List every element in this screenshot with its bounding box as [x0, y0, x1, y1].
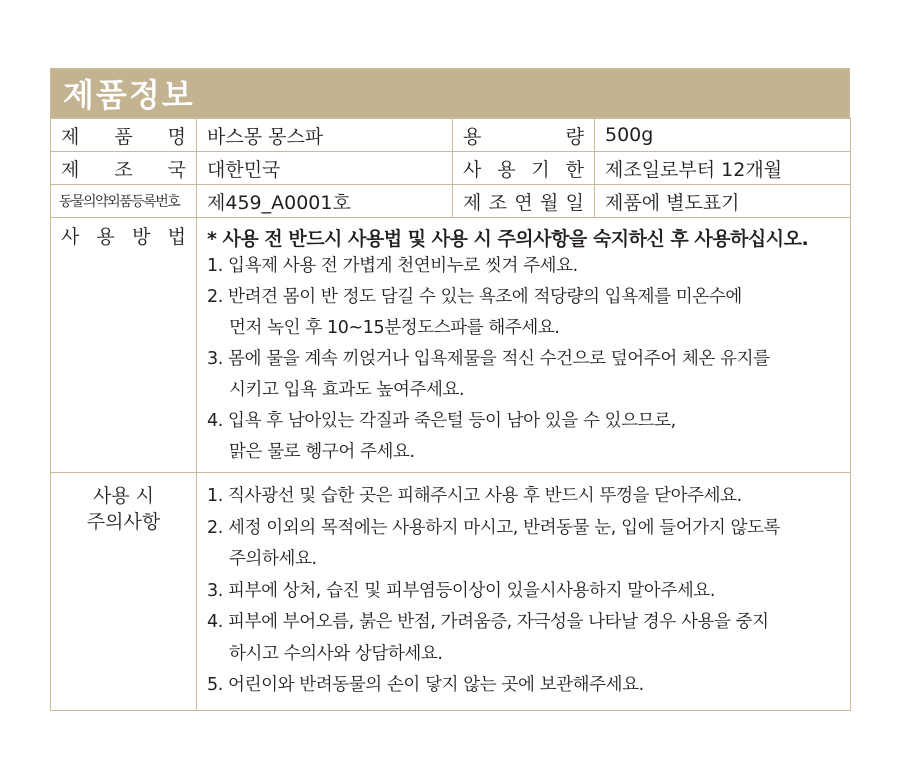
product-info-section [50, 68, 850, 711]
country-value: 대한민국 [197, 152, 453, 185]
caution-label-line: 사용 시 [92, 485, 155, 507]
caution-label [51, 473, 197, 711]
product-info-table [50, 118, 851, 711]
registration-value: 제459_A0001호 [197, 185, 453, 218]
caution-line: 2. 세정 이외의 목적에는 사용하지 마시고, 반려동물 눈, 입에 들어가지 않도록 [207, 517, 780, 538]
usage-line: 2. 반려견 몸이 반 정도 담길 수 있는 욕조에 적당량의 입욕제를 미온수에 [207, 287, 742, 307]
usage-body [197, 218, 851, 473]
usage-line: 4. 입욕 후 남아있는 각질과 죽은털 등이 남아 있을 수 있으므로, [207, 411, 676, 431]
caution-label-line: 주의사항 [86, 511, 161, 533]
table-row [51, 185, 851, 218]
caution-line: 4. 피부에 부어오름, 붉은 반점, 가려움증, 자극성을 나타날 경우 사용을 중지 [207, 612, 769, 632]
section-title: 제품정보 [63, 76, 195, 114]
caution-line: 3. 피부에 상처, 습진 및 피부염등이상이 있을시사용하지 말아주세요. [207, 580, 715, 601]
caution-line: 주의하세요. [229, 549, 317, 569]
caution-line: 5. 어린이와 반려동물의 손이 닿지 않는 곳에 보관해주세요. [207, 675, 644, 695]
usage-label: 사 용 방 법 [51, 218, 197, 473]
caution-body [197, 473, 851, 711]
table-row [51, 119, 851, 152]
manufacture-date-value: 제품에 별도표기 [595, 185, 851, 218]
manufacture-date-label: 제 조 연 월 일 [453, 185, 595, 218]
usage-line: 먼저 녹인 후 10~15분정도스파를 해주세요. [229, 318, 560, 338]
usage-line: 3. 몸에 물을 계속 끼얹거나 입욕제물을 적신 수건으로 덮어주어 체온 유지를 [207, 349, 770, 369]
country-label: 제 조 국 [51, 152, 197, 185]
expiry-label: 사 용 기 한 [453, 152, 595, 185]
usage-notice: * 사용 전 반드시 사용법 및 사용 시 주의사항을 숙지하신 후 사용하십시오. [207, 228, 809, 250]
table-row [51, 152, 851, 185]
name-label: 제 품 명 [51, 119, 197, 152]
usage-line: 1. 입욕제 사용 전 가볍게 천연비누로 씻겨 주세요. [207, 256, 578, 276]
name-value: 바스몽 몽스파 [197, 119, 453, 152]
registration-label: 동물의약외품등록번호 [51, 185, 197, 218]
caution-line: 1. 직사광선 및 습한 곳은 피해주시고 사용 후 반드시 뚜껑을 닫아주세요. [207, 486, 742, 506]
caution-row [51, 473, 851, 711]
caution-line: 하시고 수의사와 상담하세요. [229, 643, 443, 664]
expiry-value: 제조일로부터 12개월 [595, 152, 851, 185]
usage-line: 맑은 물로 헹구어 주세요. [229, 442, 415, 462]
volume-value: 500g [595, 119, 851, 152]
usage-row [51, 218, 851, 473]
volume-label: 용 량 [453, 119, 595, 152]
section-header [50, 68, 850, 118]
usage-line: 시키고 입욕 효과도 높여주세요. [229, 380, 465, 400]
